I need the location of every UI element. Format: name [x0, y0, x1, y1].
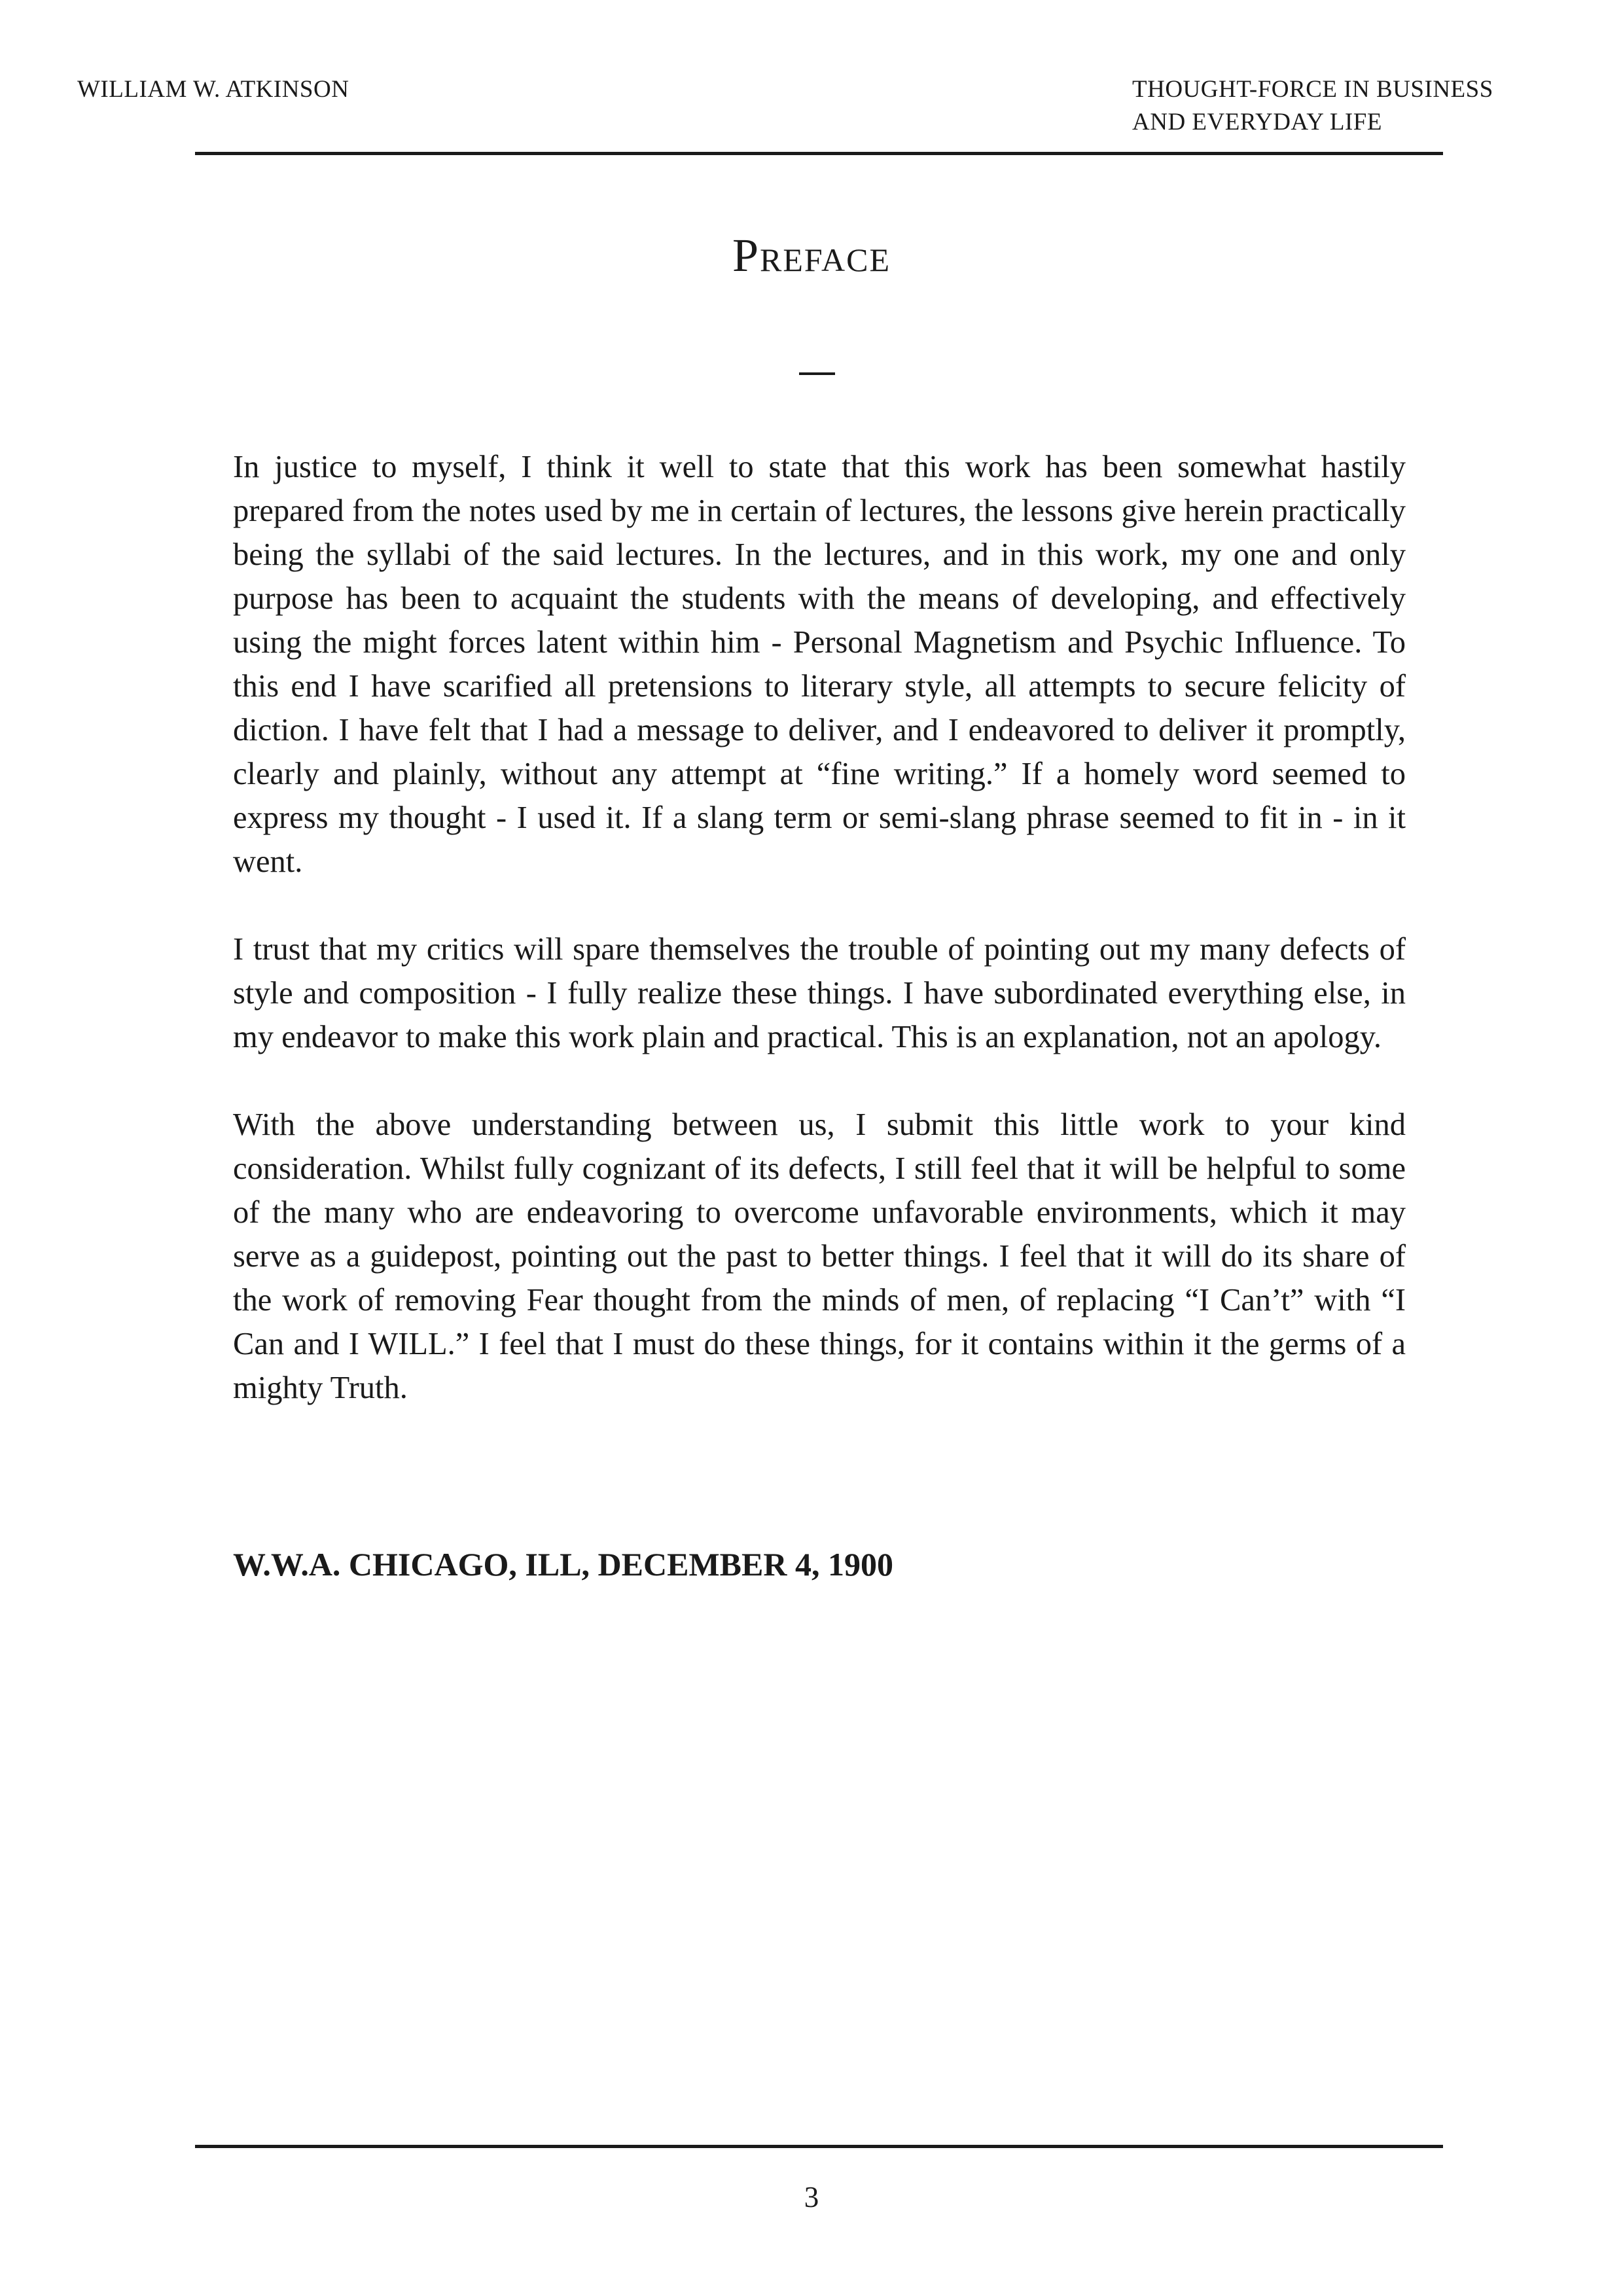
- chapter-title: Preface: [732, 229, 891, 281]
- book-title-line-2: AND EVERYDAY LIFE: [1132, 109, 1382, 135]
- title-ornament-dash: [799, 372, 835, 375]
- footer-rule: [195, 2145, 1443, 2148]
- running-header-book-title: [1132, 73, 1493, 139]
- paragraph: With the above understanding between us, I submit this little work to your kind consideration. Whilst fully cognizant of its defects, I still feel that it will be helpful to some of the many who are endeavoring to overcome unfavorable environments, which it may serve as a guidepost, pointing out the past to better things. I feel that it will do its share of the work of removing Fear thought from the minds of men, of replacing “I Can’t” with “I Can and I WILL.” I feel that I must do these things, for it contains within it the germs of a mighty Truth.: [233, 1107, 1406, 1405]
- signature-line: W.W.A. CHICAGO, ILL, DECEMBER 4, 1900: [233, 1546, 893, 1583]
- paragraph: I trust that my critics will spare themselves the trouble of pointing out my many defects of style and composition - I fully realize these things. I have subordinated everything else, in my endeavor to make this work plain and practical. This is an explanation, not an apology.: [233, 932, 1406, 1054]
- book-title-line-1: THOUGHT-FORCE IN BUSINESS: [1132, 76, 1493, 103]
- running-header-author: WILLIAM W. ATKINSON: [77, 76, 349, 103]
- header-rule: [195, 152, 1443, 155]
- preface-body: [233, 445, 1406, 1454]
- page-number: 3: [804, 2181, 819, 2214]
- paragraph: In justice to myself, I think it well to state that this work has been somewhat hastily prepared from the notes used by me in certain of lectures, the lessons give herein practically being the syllabi of the said lectures. In the lectures, and in this work, my one and only purpose has been to acquaint the students with the means of developing, and effectively using the might forces latent within him - Personal Magnetism and Psychic Influence. To this end I have scarified all pretensions to literary style, all attempts to secure felicity of diction. I have felt that I had a message to deliver, and I endeavored to deliver it promptly, clearly and plainly, without any attempt at “fine writing.” If a homely word seemed to express my thought - I used it. If a slang term or semi-slang phrase seemed to fit in - in it went.: [233, 450, 1406, 879]
